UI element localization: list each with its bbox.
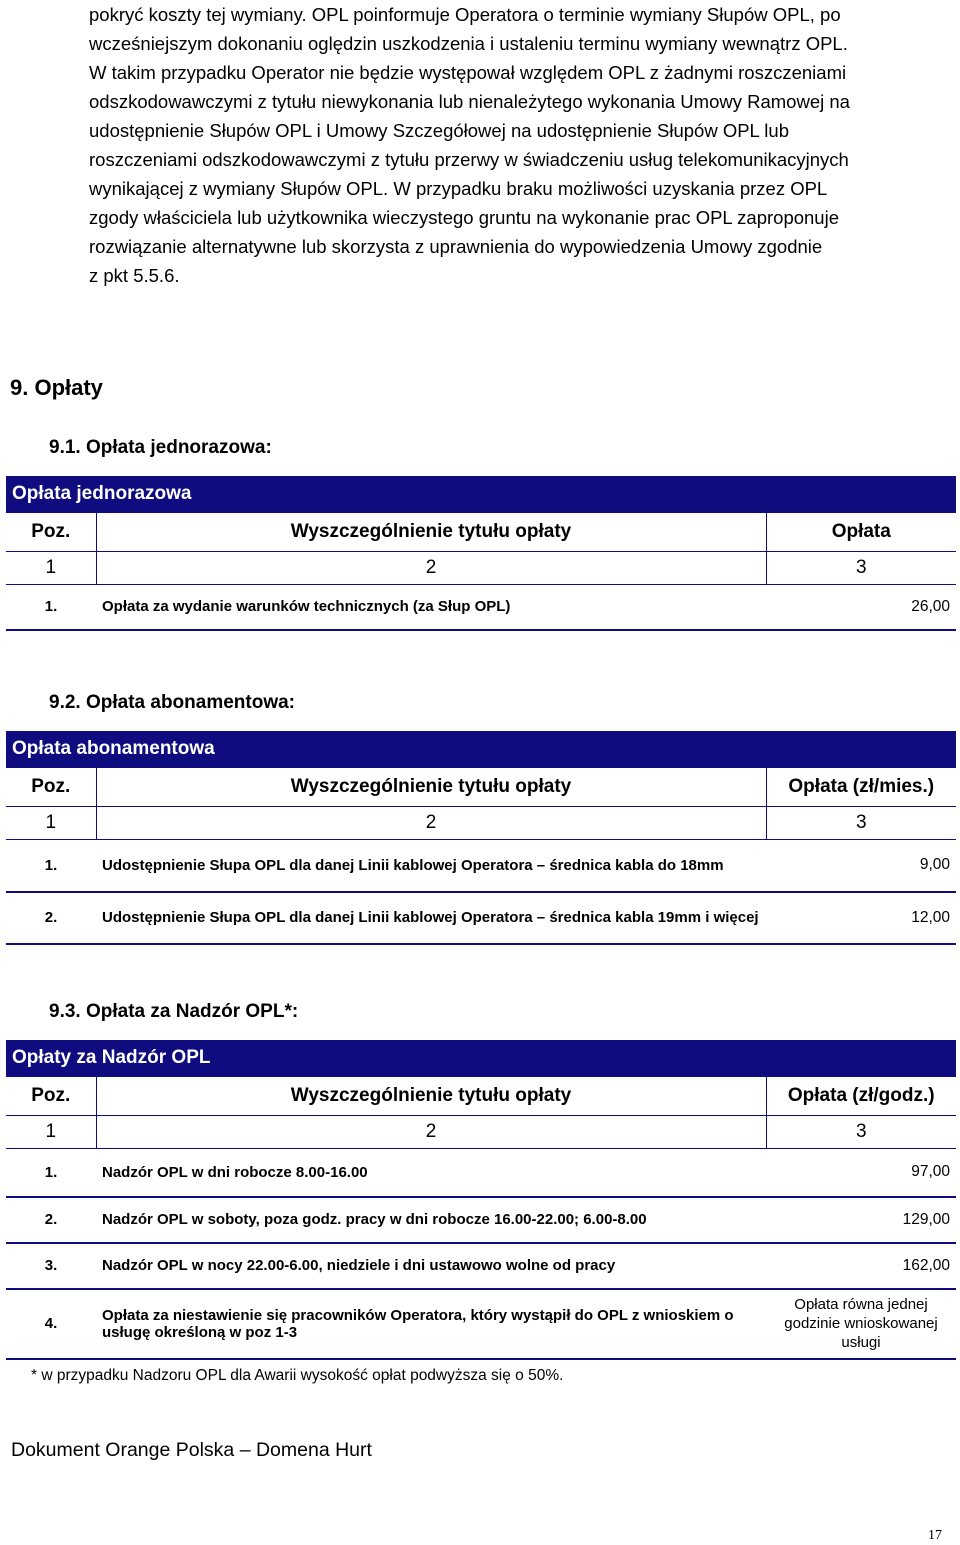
table-row (6, 840, 956, 892)
subscription-fee-table (6, 731, 956, 945)
table-banner: Opłaty za Nadzór OPL (6, 1040, 956, 1077)
col-header-fee: Opłata (zł/godz.) (766, 1077, 956, 1116)
col-number: 2 (96, 807, 766, 840)
col-header-desc: Wyszczególnienie tytułu opłaty (96, 513, 766, 552)
row-fee: 26,00 (766, 585, 956, 630)
row-fee: 129,00 (766, 1197, 956, 1243)
table-row (6, 892, 956, 944)
row-desc: Opłata za wydanie warunków technicznych (za Słup OPL) (96, 585, 766, 630)
subsection-heading-9-2: 9.2. Opłata abonamentowa: (49, 692, 295, 713)
row-pos: 4. (6, 1289, 96, 1359)
subsection-heading-9-3: 9.3. Opłata za Nadzór OPL*: (49, 1001, 299, 1022)
row-fee: 9,00 (766, 840, 956, 892)
row-pos: 2. (6, 1197, 96, 1243)
row-fee: 162,00 (766, 1243, 956, 1289)
row-fee: 97,00 (766, 1149, 956, 1197)
col-header-fee: Opłata (zł/mies.) (766, 768, 956, 807)
row-pos: 3. (6, 1243, 96, 1289)
row-desc: Nadzór OPL w nocy 22.00-6.00, niedziele i dni ustawowo wolne od pracy (96, 1243, 766, 1289)
table-banner: Opłata abonamentowa (6, 731, 956, 768)
col-number: 2 (96, 552, 766, 585)
row-desc: Udostępnienie Słupa OPL dla danej Linii kablowej Operatora – średnica kabla 19mm i więcej (96, 892, 766, 944)
col-number: 1 (6, 807, 96, 840)
table-row (6, 1149, 956, 1197)
intro-line: zgody właściciela lub użytkownika wieczystego gruntu na wykonanie prac OPL zaproponuje (89, 207, 839, 228)
document-footer: Dokument Orange Polska – Domena Hurt (11, 1439, 372, 1461)
intro-line: roszczeniami odszkodowawczymi z tytułu przerwy w świadczeniu usług telekomunikacyjnych (89, 149, 849, 170)
row-fee: 12,00 (766, 892, 956, 944)
row-desc: Opłata za niestawienie się pracowników Operatora, który wystąpił do OPL z wnioskiem o usługę określoną w poz 1-3 (96, 1289, 766, 1359)
intro-line: rozwiązanie alternatywne lub skorzysta z uprawnienia do wypowiedzenia Umowy zgodnie (89, 236, 823, 257)
intro-line: wynikającej z wymiany Słupów OPL. W przypadku braku możliwości uzyskania przez OPL (89, 178, 828, 199)
intro-line: udostępnienie Słupów OPL i Umowy Szczegółowej na udostępnienie Słupów OPL lub (89, 120, 789, 141)
intro-line: pokryć koszty tej wymiany. OPL poinformuje Operatora o terminie wymiany Słupów OPL, po (89, 4, 841, 25)
col-number: 1 (6, 552, 96, 585)
footnote: * w przypadku Nadzoru OPL dla Awarii wysokość opłat podwyższa się o 50%. (31, 1367, 564, 1384)
col-number: 2 (96, 1116, 766, 1149)
row-fee: Opłata równa jednej godzinie wnioskowanej usługi (766, 1289, 956, 1359)
row-pos: 1. (6, 1149, 96, 1197)
row-desc: Nadzór OPL w soboty, poza godz. pracy w dni robocze 16.00-22.00; 6.00-8.00 (96, 1197, 766, 1243)
col-header-pos: Poz. (6, 513, 96, 552)
col-number: 3 (766, 807, 956, 840)
table-row (6, 1289, 956, 1359)
section-title: 9. Opłaty (10, 375, 103, 400)
intro-line: W takim przypadku Operator nie będzie występował względem OPL z żadnymi roszczeniami (89, 62, 847, 83)
row-pos: 1. (6, 840, 96, 892)
col-header-desc: Wyszczególnienie tytułu opłaty (96, 1077, 766, 1116)
one-time-fee-table (6, 476, 956, 631)
row-pos: 1. (6, 585, 96, 630)
col-number: 3 (766, 552, 956, 585)
table-row (6, 585, 956, 630)
subsection-heading-9-1: 9.1. Opłata jednorazowa: (49, 437, 272, 458)
col-header-fee: Opłata (766, 513, 956, 552)
col-header-pos: Poz. (6, 1077, 96, 1116)
supervision-fee-table (6, 1040, 956, 1360)
col-header-desc: Wyszczególnienie tytułu opłaty (96, 768, 766, 807)
intro-line: z pkt 5.5.6. (89, 265, 180, 286)
page-number: 17 (928, 1528, 942, 1543)
col-number: 1 (6, 1116, 96, 1149)
row-pos: 2. (6, 892, 96, 944)
row-desc: Nadzór OPL w dni robocze 8.00-16.00 (96, 1149, 766, 1197)
table-banner: Opłata jednorazowa (6, 476, 956, 513)
intro-paragraph (89, 0, 949, 290)
table-row (6, 1243, 956, 1289)
table-row (6, 1197, 956, 1243)
row-desc: Udostępnienie Słupa OPL dla danej Linii kablowej Operatora – średnica kabla do 18mm (96, 840, 766, 892)
intro-line: wcześniejszym dokonaniu oględzin uszkodzenia i ustaleniu terminu wymiany wewnątrz OPL. (89, 33, 848, 54)
col-header-pos: Poz. (6, 768, 96, 807)
col-number: 3 (766, 1116, 956, 1149)
intro-line: odszkodowawczymi z tytułu niewykonania lub nienależytego wykonania Umowy Ramowej na (89, 91, 850, 112)
